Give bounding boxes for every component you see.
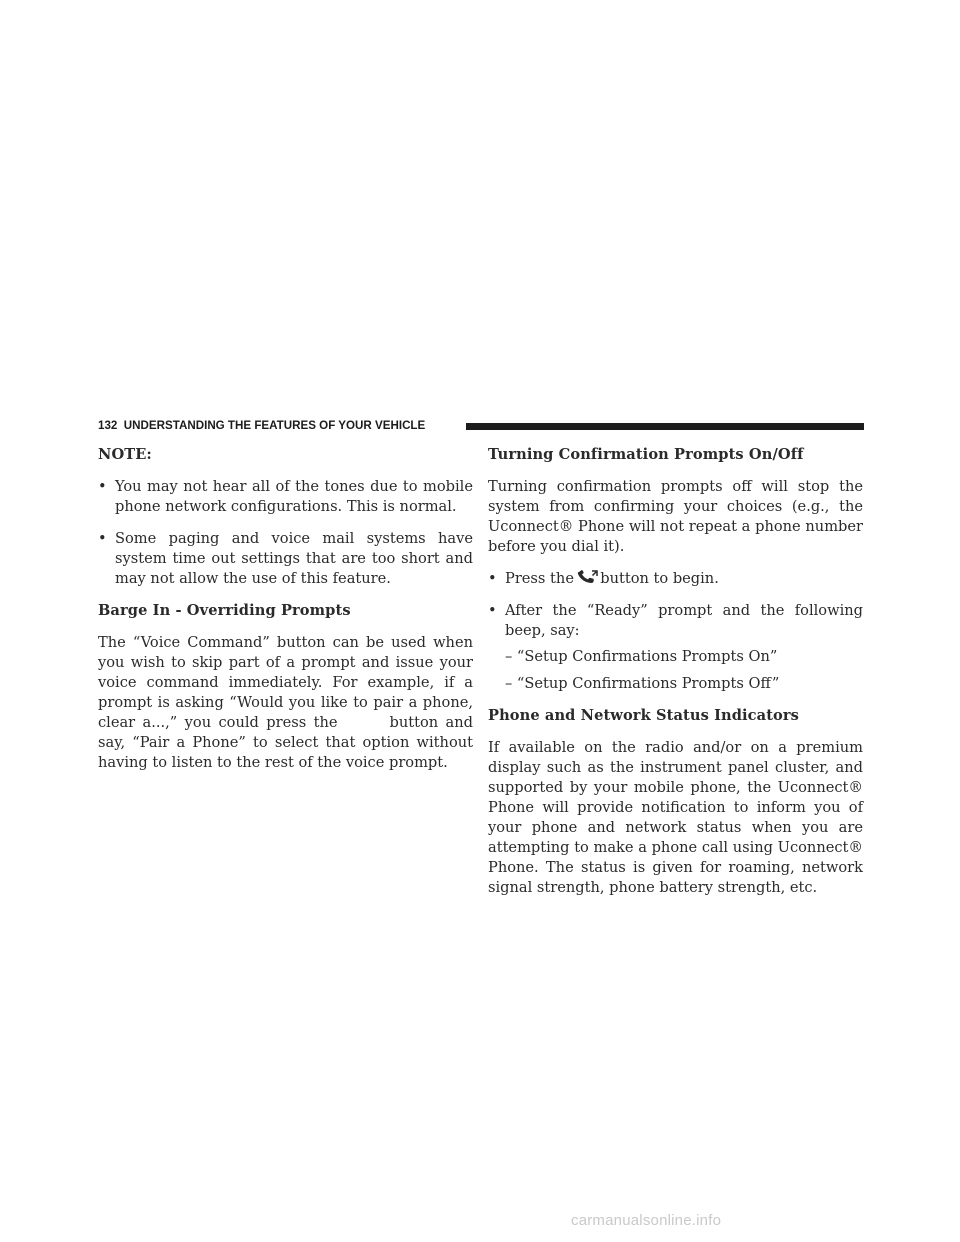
- list-item: [98, 529, 473, 589]
- barge-in-heading: Barge In - Overriding Prompts: [98, 602, 351, 619]
- status-heading: Phone and Network Status Indicators: [488, 707, 799, 724]
- bullet-marker: •: [98, 530, 107, 547]
- bullet-marker: •: [488, 602, 497, 619]
- page-header: [98, 419, 864, 433]
- after-ready-text: After the “Ready” prompt and the following beep, say:: [505, 602, 863, 639]
- barge-in-text-1: The “Voice Command” button can be used when you wish to skip part of a prompt and issue your voice command immediately. For example, if a prompt is asking “Would you like to pair a phone, clear a...,” you could press the: [98, 634, 473, 731]
- header-rule: [466, 423, 864, 430]
- right-column: [488, 445, 863, 910]
- barge-in-paragraph: [98, 633, 473, 773]
- left-column: [98, 445, 473, 785]
- press-text-pre: Press the: [505, 570, 574, 587]
- list-item: [98, 477, 473, 517]
- page-header-text: [98, 419, 425, 433]
- status-paragraph: If available on the radio and/or on a premium display such as the instrument panel cluster, and supported by your mobile phone, the Uconnect® Phone will provide notification to inform you of your phone and network status when you are attempting to make a phone call using Uconnect® Phone. The status is given for roaming, network signal strength, phone battery strength, etc.: [488, 739, 863, 896]
- confirmation-heading: Turning Confirmation Prompts On/Off: [488, 446, 804, 463]
- watermark: carmanualsonline.info: [571, 1212, 722, 1229]
- page-number: 132: [98, 419, 118, 432]
- barge-in-text-2: button and say, “Pair a Phone” to select that option without having to listen to the rest of the voice prompt.: [98, 714, 473, 771]
- note-bullet-text: You may not hear all of the tones due to mobile phone network configurations. This is normal.: [115, 478, 473, 515]
- bullet-marker: •: [98, 478, 107, 495]
- list-item: [488, 569, 863, 589]
- dash-item-on: – “Setup Confirmations Prompts On”: [505, 648, 778, 665]
- press-text-post: button to begin.: [600, 570, 719, 587]
- dash-item-off: – “Setup Confirmations Prompts Off”: [505, 675, 780, 692]
- list-item: [488, 601, 863, 641]
- note-bullet-text: Some paging and voice mail systems have system time out settings that are too short and may not allow the use of this feature.: [115, 530, 473, 587]
- section-title: UNDERSTANDING THE FEATURES OF YOUR VEHICLE: [123, 419, 426, 432]
- bullet-marker: •: [488, 570, 497, 587]
- note-heading: NOTE:: [98, 446, 152, 463]
- phone-icon: [576, 570, 598, 584]
- confirmation-paragraph: Turning confirmation prompts off will stop the system from confirming your choices (e.g., the Uconnect® Phone will not repeat a phone number before you dial it).: [488, 478, 863, 555]
